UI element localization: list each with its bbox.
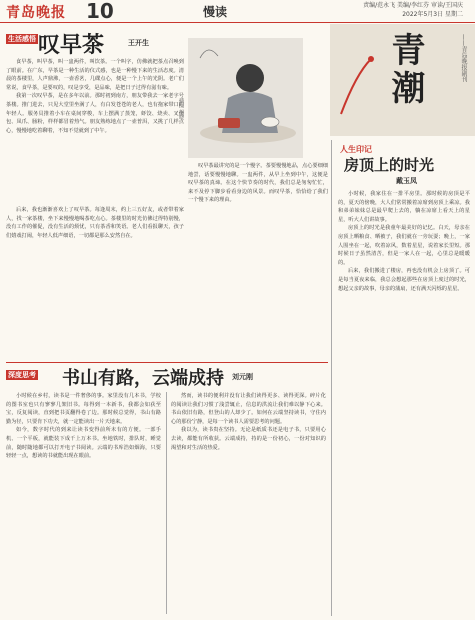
paragraph: 小时候，我家住在一排平房里。那时候的房顶是平的，夏天的傍晚，大人们常常搬着凉席到房顶上乘凉。我和弟弟妹妹总是最早爬上去的，躺在凉席上看天上的星星，听大人们讲故事。	[338, 191, 470, 223]
page-number: 10	[86, 0, 114, 23]
section-name: 慢读	[203, 5, 228, 19]
paragraph: 我第一次叹早茶，是在多年以前。那时初到南方，朋友带我去一家老字号茶楼。推门进去，只见大堂里坐满了人，有白发苍苍的老人，也有拖家带口的年轻人。服务员推着小车在桌间穿梭，车上摆满了蒸笼，虾饺、烧卖、叉烧包、凤爪、肠粉，样样都冒着热气。朋友熟练地点了一壶普洱，又挑了几样点心，慢慢地吃着聊着，不知不觉就到了中午。	[6, 93, 184, 134]
article3-title: 书山有路，云端成持	[62, 368, 224, 389]
brush-decoration-icon	[336, 54, 376, 124]
article1-body-col2	[6, 206, 184, 356]
paragraph: 叹早茶最讲究的是一个慢字。茶要慢慢地品，点心要细细地尝，话要慢慢地聊。一盅两件，从早上坐到中午，这便是叹早茶的真谛。在这个快节奏的时代，我们总是匆匆忙忙，来不及停下脚步看看身边的风景。而叹早茶，恰恰给了我们一个慢下来的理由。	[188, 163, 328, 204]
article2-body	[338, 190, 470, 610]
page-header	[0, 0, 475, 23]
article1-title: 叹早茶	[38, 32, 105, 58]
article1-author: 王开生	[128, 38, 149, 47]
issue-date: 2022年5月3日 星期二	[402, 11, 463, 18]
section-divider	[6, 362, 328, 363]
header-meta	[363, 1, 463, 19]
editor-credits: 责编/范永飞 美编/李红芬 审读/王国庆	[363, 2, 463, 9]
article2-tag: 人生印记	[340, 145, 372, 154]
newspaper-name: 青岛晚报	[6, 5, 66, 21]
paragraph: 食早茶，叫早茶，叫一盅两件，叫饮茶。一个叫字，仿佛就把茶点召唤到了眼前。在广东，早茶是一种生活的仪式感，也是一种慢下来的生活态度。清晨的茶楼里，人声鼎沸，一壶香茗，几碟点心，便是一个上午的光阴。老广们常说，食早茶，是要叹的，叹是享受，是品味，是把日子过得有滋有味。	[6, 59, 184, 91]
column-divider	[331, 140, 332, 616]
paragraph: 后来，我也渐渐喜欢上了叹早茶。每逢周末，约上三五好友，或者带着家人，找一家茶楼，坐下来慢慢地喝茶吃点心。茶楼里的时光仿佛过得特别慢，没有工作的催促，没有生活的烦忧，只有茶香和笑语。老人们看报聊天，孩子们嬉戏打闹，年轻人低声细语，一切都是那么安然自在。	[6, 207, 184, 239]
article3-body-col2	[171, 392, 326, 614]
paragraph: 房顶上的时光是我童年最美好的记忆。白天，母亲在房顶上晒粮食、晒被子，我们就在一旁玩耍；晚上，一家人围坐在一起，吹着凉风，数着星星，说着家长里短。那时候日子虽然清苦，但是一家人在一起，心里总是暖暖的。	[338, 225, 470, 266]
paragraph: 如今，数字时代的到来让读书变得前所未有的方便。一部手机、一个平板，就能装下成千上万本书。坐地铁时，排队时，睡觉前，随时随地都可以打开电子书阅读。云端的书库浩如烟海，只要轻轻一点，想读的书就能出现在眼前。	[6, 427, 161, 460]
illustration-credit: 插图 胡晓	[178, 98, 184, 120]
banner-title: 青潮	[385, 32, 425, 108]
article1-body-col3	[188, 162, 328, 356]
paragraph: 我以为，读书贵在坚持。无论是纸质书还是电子书，只要用心去读，都能有所收获。云端成持，持的是一份初心，一份对知识的渴望和对生活的热爱。	[171, 427, 326, 451]
paragraph: 后来，我们搬进了楼房，再也没有机会上房顶了。可是每当夏夜来临，我总会想起那些在房顶上度过的时光，想起父亲的故事，母亲的蒲扇，还有满天闪烁的星星。	[338, 268, 470, 292]
article2-author: 戴玉凤	[396, 176, 417, 185]
column-divider	[166, 392, 167, 614]
article1-body-col1	[6, 58, 184, 204]
column-banner	[330, 24, 475, 136]
paragraph: 小时候在乡村，读书是一件奢侈的事。家里没有几本书，学校的图书室也只有寥寥几架旧书。每得到一本新书，我都会如获至宝，反复阅读，直到把书页翻得卷了边。那时候总觉得，书山有路勤为径，只要肯下功夫，就一定能读出一片天地来。	[6, 393, 161, 425]
article3-body-col1	[6, 392, 161, 614]
article3-tag: 深度思考	[8, 371, 36, 379]
tea-illustration-icon	[188, 38, 303, 158]
article2-title: 房顶上的时光	[344, 156, 435, 174]
illustration-tea-scene	[188, 38, 303, 158]
paragraph: 然而，读书的便利并没有让我们读得更多、读得更深。碎片化的阅读让我们习惯了浅尝辄止，信息的洪流让我们难以静下心来。书山依旧有路，但登山的人却少了。如何在云端坚持读书，守住内心的那份宁静，是每一个读书人需要思考的问题。	[171, 393, 326, 425]
article3-author: 刘元刚	[232, 372, 253, 381]
banner-subtitle: ——青岛晚报副刊	[460, 34, 467, 82]
article1-tag: 生活感悟	[8, 35, 36, 43]
